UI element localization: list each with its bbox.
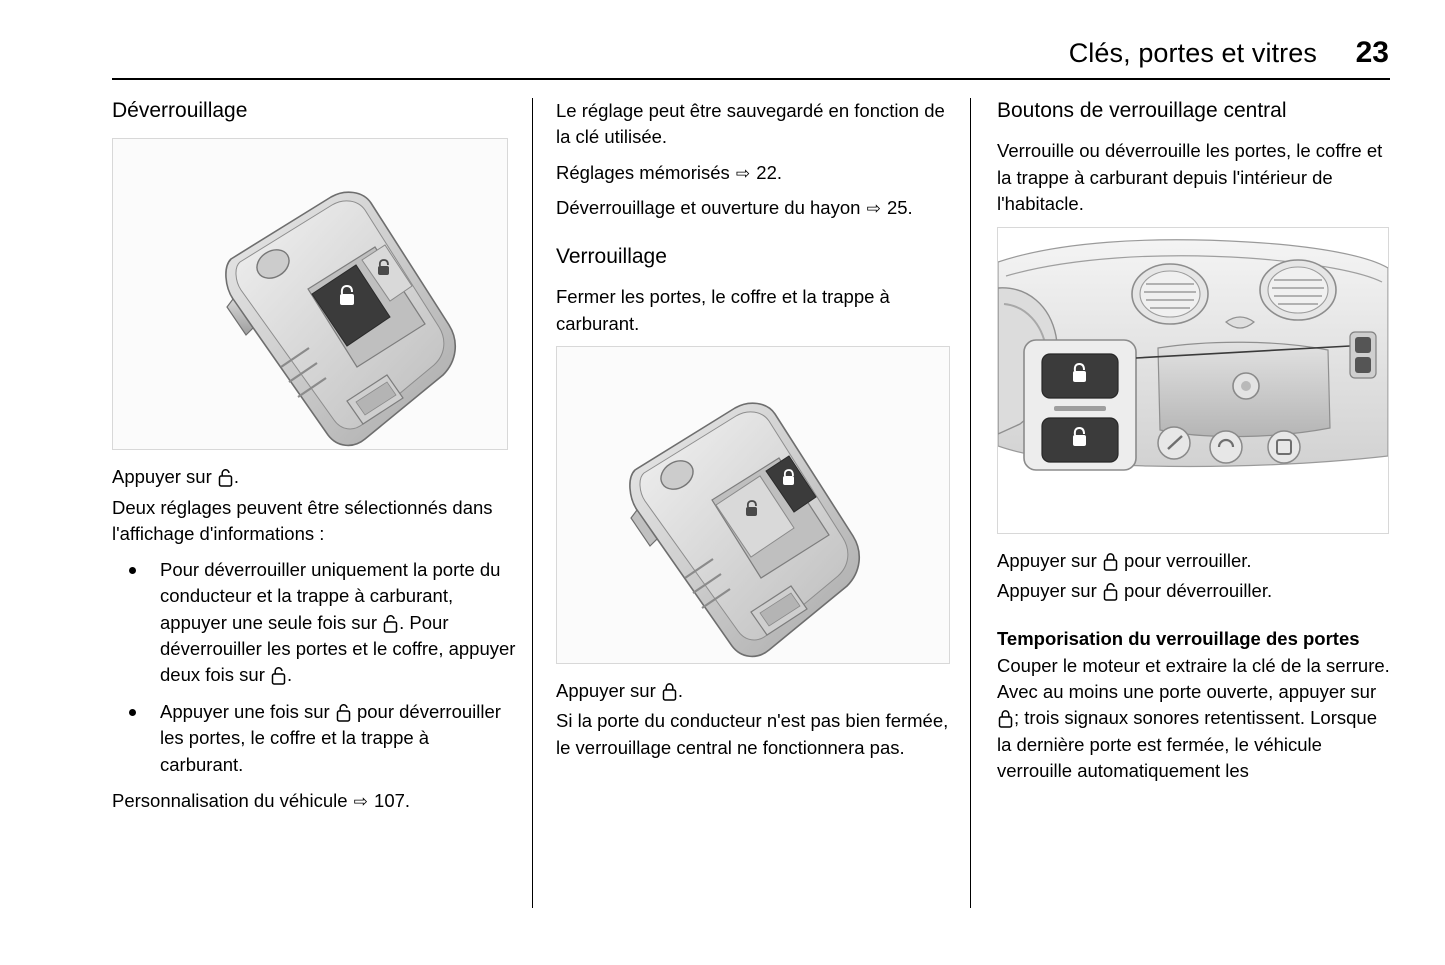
unlock-caption-period: .: [233, 466, 240, 488]
subheading-door-lock-delay: Temporisation du verrouillage des portes: [997, 627, 1360, 649]
lock-closed-icon: [662, 682, 677, 701]
unlock-caption: [112, 464, 516, 490]
central-locking-buttons-illustration: [997, 227, 1389, 534]
tailgate-unlock-text: Déverrouillage et ouverture du hayon: [556, 197, 861, 219]
driver-door-warning: Si la porte du conducteur n'est pas bien fermée, le verrouillage central ne fonctionnera pas.: [556, 710, 949, 758]
door-lock-delay-part1: Couper le moteur et extraire la clé de la serrure. Avec au moins une porte ouverte, appuyer sur: [997, 654, 1390, 703]
cross-reference-arrow-icon: ⇨: [735, 163, 751, 184]
column-divider-2: [970, 98, 971, 908]
memorised-settings-page: 22.: [756, 161, 783, 183]
section-heading-locking: Verrouillage: [556, 244, 667, 268]
press-to-unlock-suffix: pour déverrouiller.: [1124, 580, 1273, 602]
cross-reference-arrow-icon: ⇨: [353, 792, 368, 813]
lock-open-icon: [336, 703, 351, 722]
locking-paragraph: Fermer les portes, le coffre et la trappe à carburant.: [556, 286, 890, 334]
door-lock-delay-paragraph: [997, 653, 1393, 785]
page-title: Clés, portes et vitres: [1068, 38, 1317, 68]
lock-open-icon: [218, 468, 233, 487]
bullet-1-part3: .: [287, 664, 293, 686]
memorised-settings-text: Réglages mémorisés: [556, 161, 730, 183]
unlock-caption-text: Appuyer sur: [112, 466, 212, 488]
memorised-settings-ref: [556, 160, 956, 186]
column-right: [997, 98, 1393, 794]
press-to-unlock-text: Appuyer sur: [997, 580, 1097, 602]
lock-caption-period: .: [677, 679, 684, 701]
page-header: [112, 36, 1389, 70]
press-to-unlock-caption: [997, 578, 1393, 604]
remote-key-unlock-illustration: [112, 138, 508, 450]
setting-saved-paragraph: Le réglage peut être sauvegardé en fonction de la clé utilisée.: [556, 100, 945, 148]
bullet-1-part1: Pour déverrouiller uniquement la porte du conducteur et la trappe à carburant, appuyer une seule fois sur: [160, 558, 501, 633]
vehicle-personalisation-ref: [112, 788, 516, 814]
remote-key-lock-illustration: [556, 346, 950, 664]
lock-caption: [556, 678, 956, 704]
press-to-lock-suffix: pour verrouiller.: [1124, 549, 1252, 571]
vehicle-personalisation-text: Personnalisation du véhicule: [112, 790, 348, 812]
lock-caption-text: Appuyer sur: [556, 679, 656, 701]
unlock-paragraph: Deux réglages peuvent être sélectionnés dans l'affichage d'informations :: [112, 496, 493, 545]
column-divider-1: [532, 98, 533, 908]
column-middle: [556, 98, 956, 770]
lock-open-icon: [1103, 582, 1118, 601]
tailgate-unlock-page: 25.: [886, 197, 913, 219]
lock-closed-icon: [1103, 552, 1118, 571]
cross-reference-arrow-icon: ⇨: [866, 199, 881, 220]
lock-open-icon: [271, 666, 286, 685]
bullet-1-part2: . Pour déverrouiller les portes et le coffre, appuyer deux fois sur: [160, 611, 516, 686]
lock-closed-icon: [998, 709, 1013, 728]
unlock-options-list: [112, 557, 516, 779]
section-heading-unlocking: Déverrouillage: [112, 99, 248, 122]
press-to-lock-text: Appuyer sur: [997, 549, 1097, 571]
bullet-2-part1: Appuyer une fois sur: [160, 700, 330, 722]
page-number: 23: [1355, 36, 1389, 69]
door-lock-delay-part2: ; trois signaux sonores retentissent. Lorsque la dernière porte est fermée, le véhicule verrouille automatiquement les: [997, 707, 1377, 782]
press-to-lock-caption: [997, 548, 1393, 574]
list-item: [112, 699, 516, 778]
list-item: [112, 557, 516, 689]
bullet-2-part2: pour déverrouiller les portes, le coffre et la trappe à carburant.: [160, 700, 501, 775]
column-left: [112, 98, 516, 824]
section-heading-central-locking-buttons: Boutons de verrouillage central: [997, 99, 1287, 122]
tailgate-unlock-ref: [556, 195, 956, 221]
vehicle-personalisation-page: 107.: [374, 790, 411, 812]
central-locking-description: Verrouille ou déverrouille les portes, le coffre et la trappe à carburant depuis l'intérieur de l'habitacle.: [997, 140, 1383, 215]
header-divider: [112, 78, 1390, 80]
lock-open-icon: [383, 614, 398, 633]
